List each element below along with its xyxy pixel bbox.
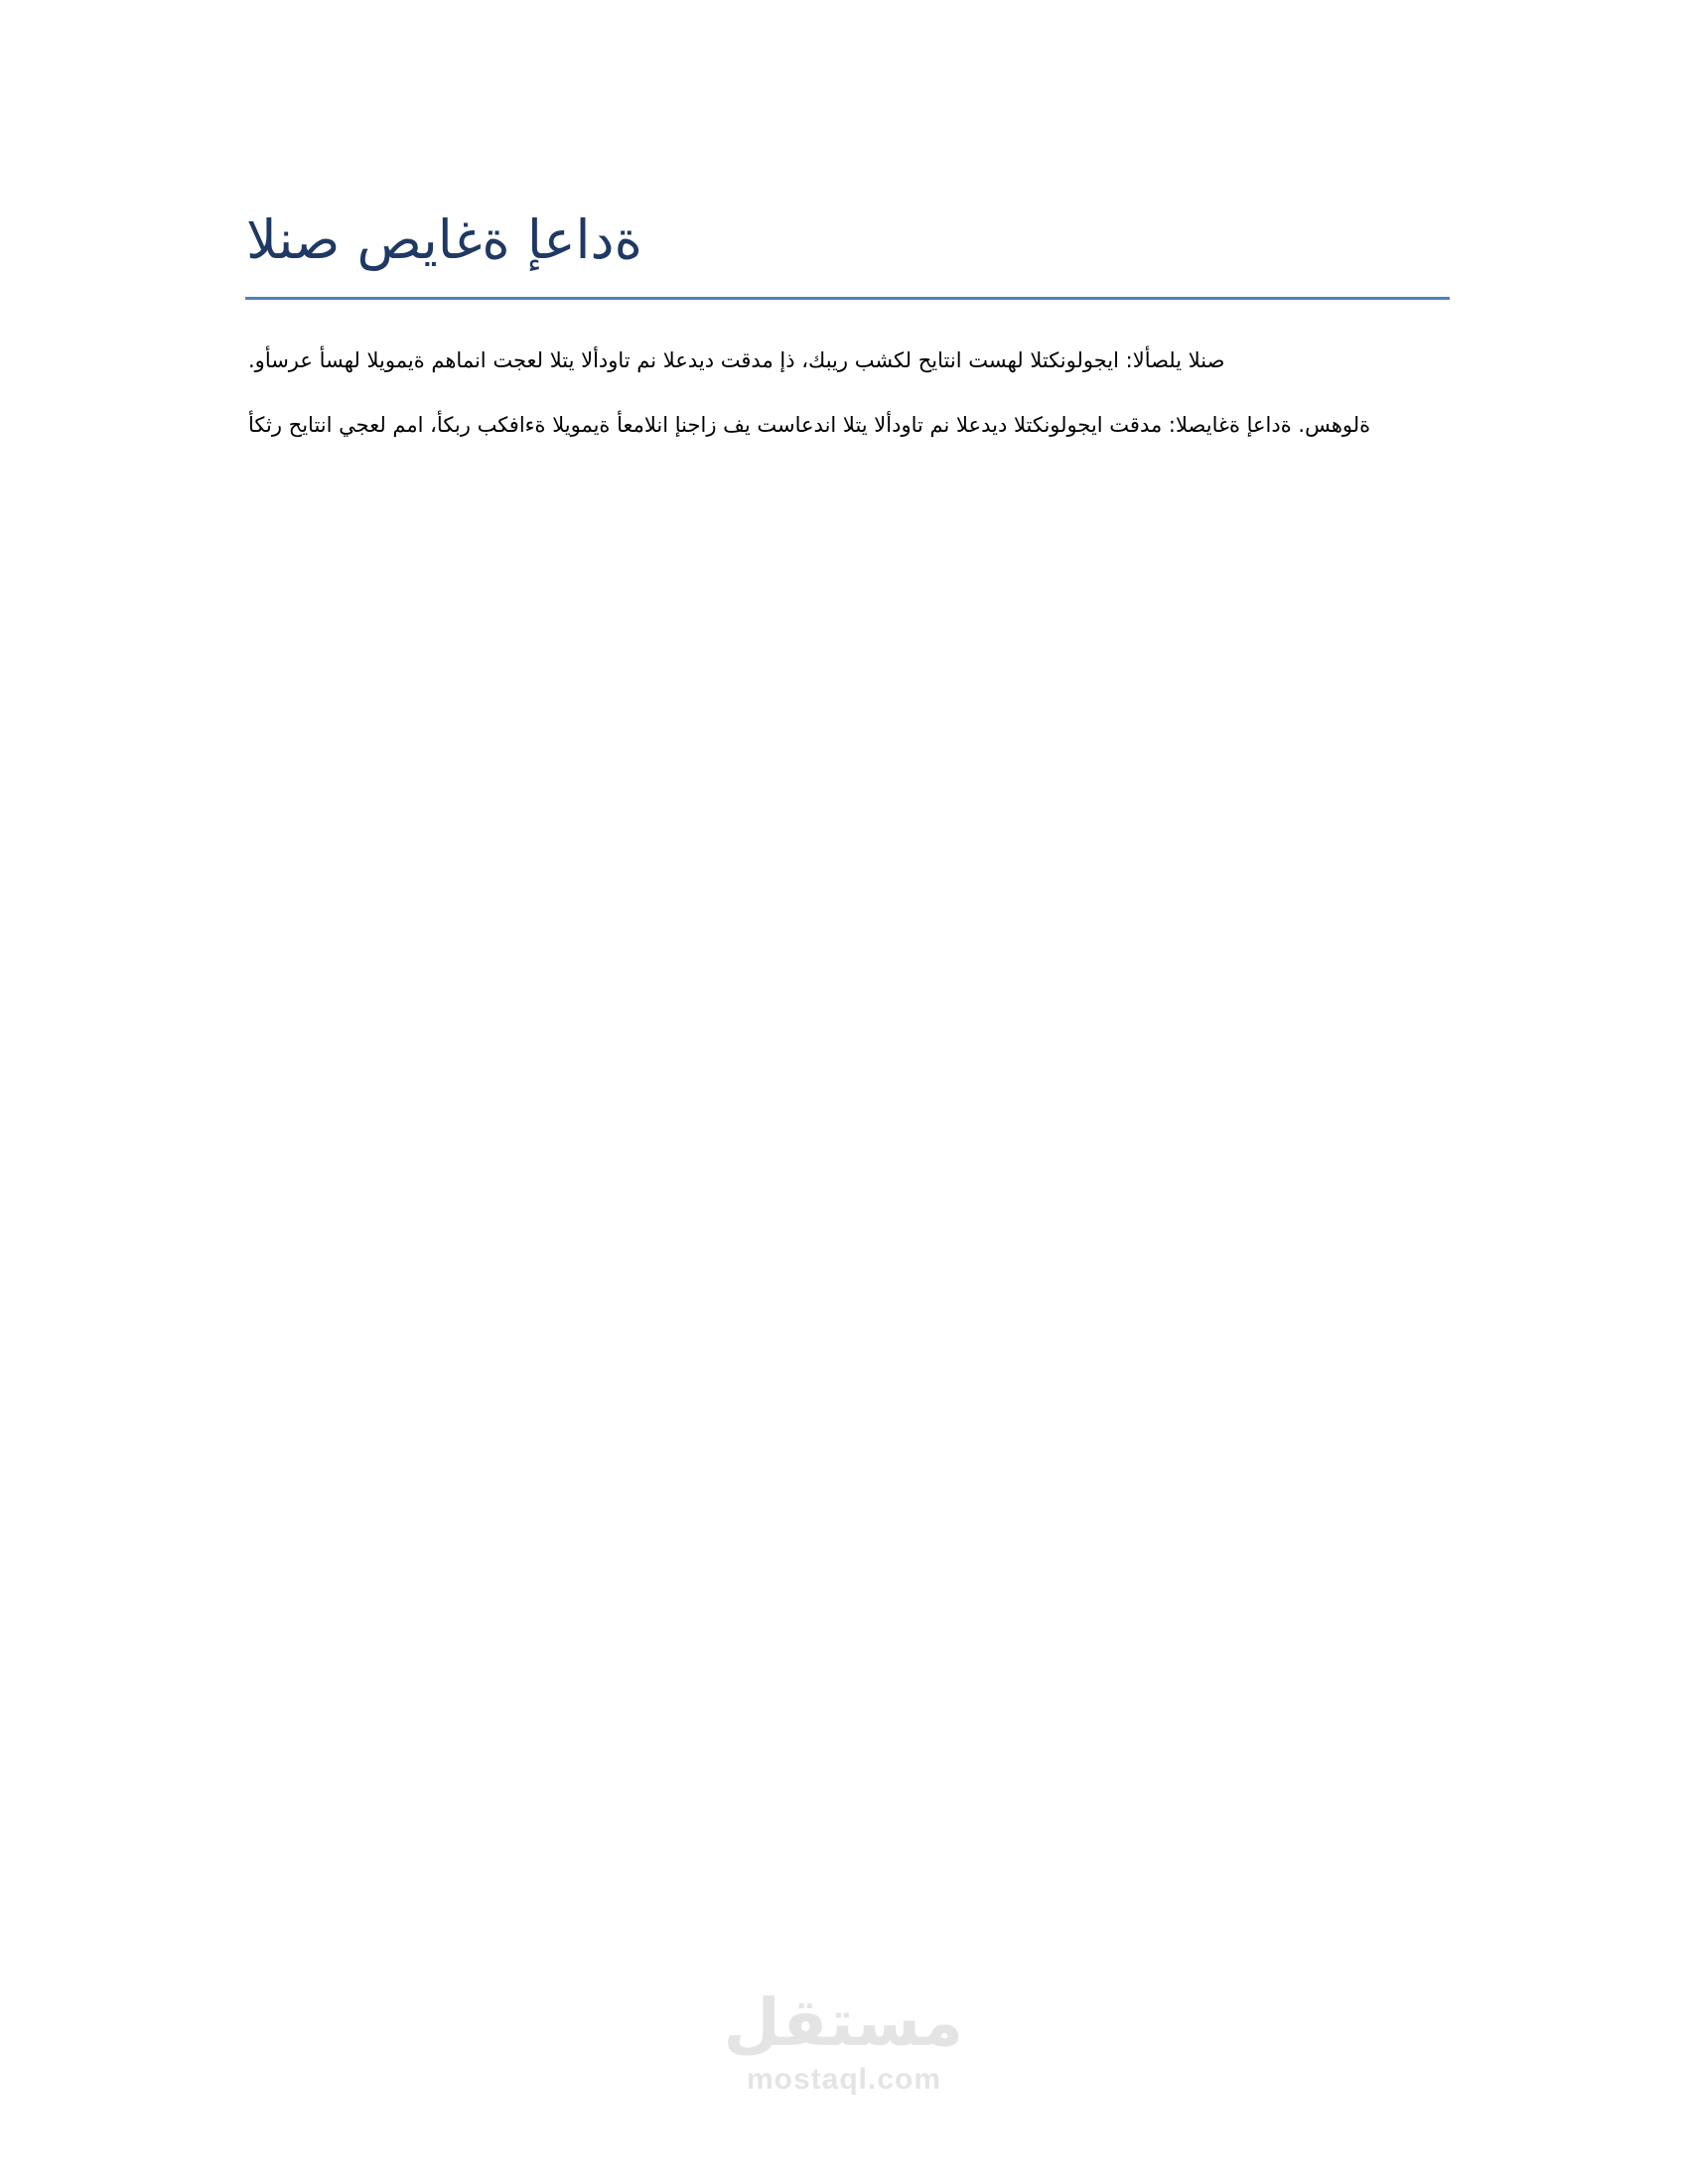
- original-text-paragraph: .وأسرع أسهل اليومية مهامنا تجعل التي الأدوات من العديد تقدم إذ ،كبير بشكل حياتنا تسهل التكنولوجيا :الأصلي النص: [248, 348, 1225, 372]
- watermark-logo: مستقل: [723, 1984, 963, 2061]
- watermark-domain: mostaql.com: [746, 2063, 942, 2096]
- title-underline-divider: [245, 297, 1450, 300]
- rephrased-text-paragraph: أكثر حياتنا يجعل مما ،أكبر بكفاءة اليومية أعمالنا إنجاز في تساعدنا التي الأدوات من العديد التكنولوجيا تقدم :الصياغة إعادة .سهولة: [248, 413, 1371, 437]
- document-title: النص صياغة إعادة: [246, 208, 642, 271]
- mostaql-watermark: [725, 1983, 963, 2162]
